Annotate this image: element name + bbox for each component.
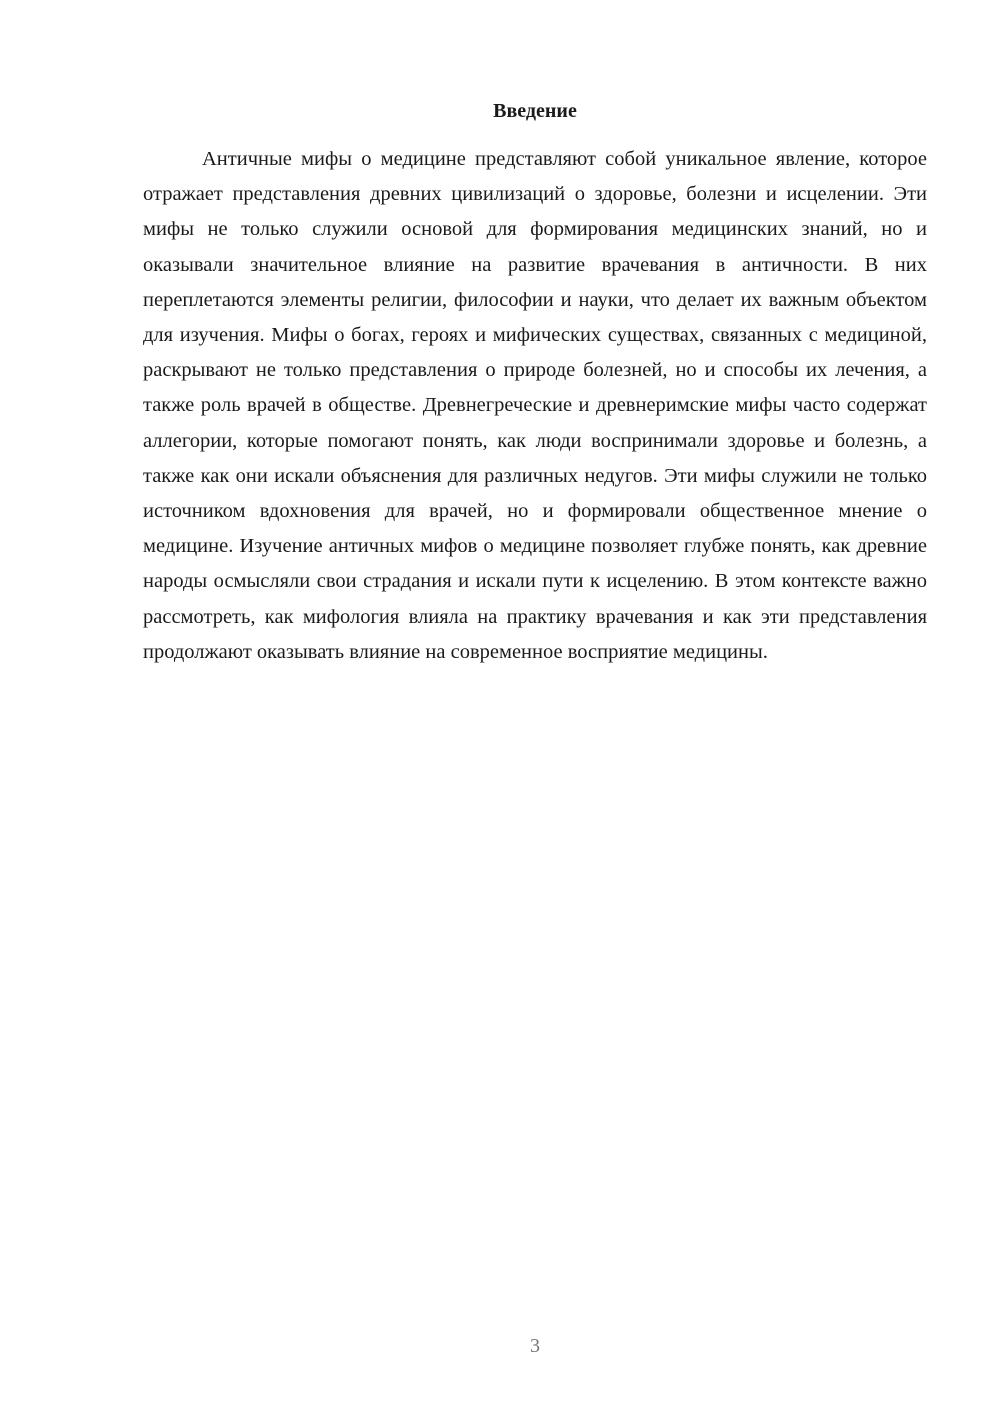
section-heading: Введение bbox=[493, 100, 577, 122]
page-number: 3 bbox=[530, 1335, 540, 1357]
body-paragraph: Античные мифы о медицине представляют собой уникальное явление, которое отражает представления древних цивилизаций о здоровье, болезни и исцелении. Эти мифы не только служили основой для формирования медицинских знаний, но и оказывали значительное влияние на развитие врачевания в античности. В них переплетаются элементы религии, философии и науки, что делает их важным объектом для изучения. Мифы о богах, героях и мифических существах, связанных с медициной, раскрывают не только представления о природе болезней, но и способы их лечения, а также роль врачей в обществе. Древнегреческие и древнеримские мифы часто содержат аллегории, которые помогают понять, как люди воспринимали здоровье и болезнь, а также как они искали объяснения для различных недугов. Эти мифы служили не только источником вдохновения для врачей, но и формировали общественное мнение о медицине. Изучение античных мифов о медицине позволяет глубже понять, как древние народы осмысляли свои страдания и искали пути к исцелению. В этом контексте важно рассмотреть, как мифология влияла на практику врачевания и как эти представления продолжают оказывать влияние на современное восприятие медицины. bbox=[143, 148, 927, 663]
